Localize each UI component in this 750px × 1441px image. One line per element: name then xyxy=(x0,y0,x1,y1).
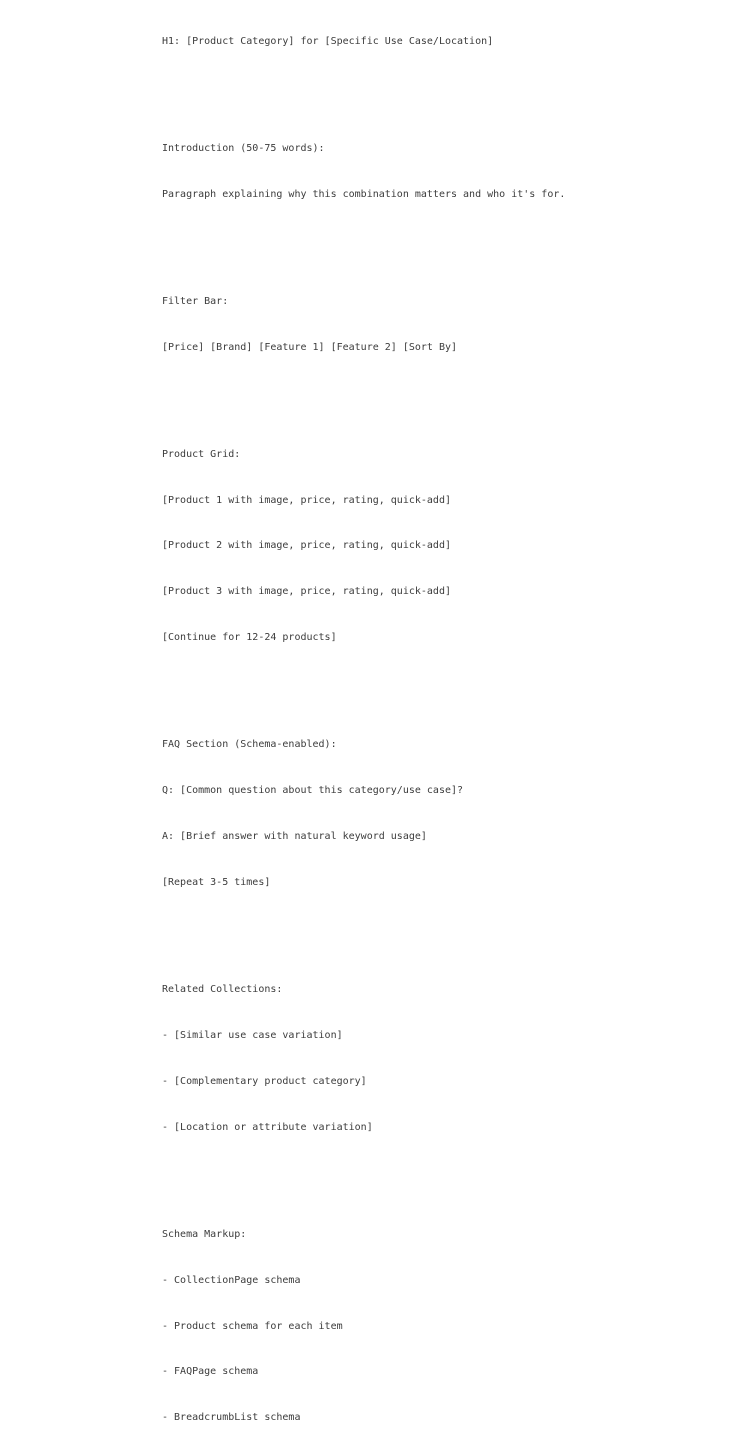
product-grid-item: [Product 3 with image, price, rating, quick-add] xyxy=(162,586,451,598)
schema-markup-label: Schema Markup: xyxy=(162,1228,247,1240)
faq-repeat-note: [Repeat 3-5 times] xyxy=(162,876,271,888)
template-document xyxy=(162,3,742,1441)
filter-bar-items: [Price] [Brand] [Feature 1] [Feature 2] [Sort By] xyxy=(162,341,458,353)
related-collection-item: - [Similar use case variation] xyxy=(162,1029,343,1041)
product-grid-item: [Product 1 with image, price, rating, quick-add] xyxy=(162,494,451,506)
schema-markup-item: - BreadcrumbList schema xyxy=(162,1412,301,1424)
schema-markup-item: - CollectionPage schema xyxy=(162,1274,301,1286)
product-grid-label: Product Grid: xyxy=(162,448,241,460)
faq-answer: A: [Brief answer with natural keyword usage] xyxy=(162,831,427,843)
page-heading: H1: [Product Category] for [Specific Use Case/Location] xyxy=(162,35,494,47)
product-grid-item: [Product 2 with image, price, rating, quick-add] xyxy=(162,540,451,552)
related-collection-item: - [Location or attribute variation] xyxy=(162,1121,373,1133)
faq-question: Q: [Common question about this category/use case]? xyxy=(162,785,464,797)
product-grid-item: [Continue for 12-24 products] xyxy=(162,632,337,644)
filter-bar-label: Filter Bar: xyxy=(162,295,229,307)
related-collection-item: - [Complementary product category] xyxy=(162,1075,367,1087)
spacer xyxy=(162,1166,742,1181)
introduction-label: Introduction (50-75 words): xyxy=(162,142,325,154)
spacer xyxy=(162,385,742,400)
spacer xyxy=(162,79,742,94)
related-collections-label: Related Collections: xyxy=(162,984,283,995)
schema-markup-item: - Product schema for each item xyxy=(162,1320,343,1332)
spacer xyxy=(162,232,742,247)
faq-label: FAQ Section (Schema-enabled): xyxy=(162,739,337,751)
schema-markup-item: - FAQPage schema xyxy=(162,1366,259,1378)
spacer xyxy=(162,676,742,691)
spacer xyxy=(162,921,742,936)
introduction-text: Paragraph explaining why this combination matters and who it's for. xyxy=(162,188,566,200)
